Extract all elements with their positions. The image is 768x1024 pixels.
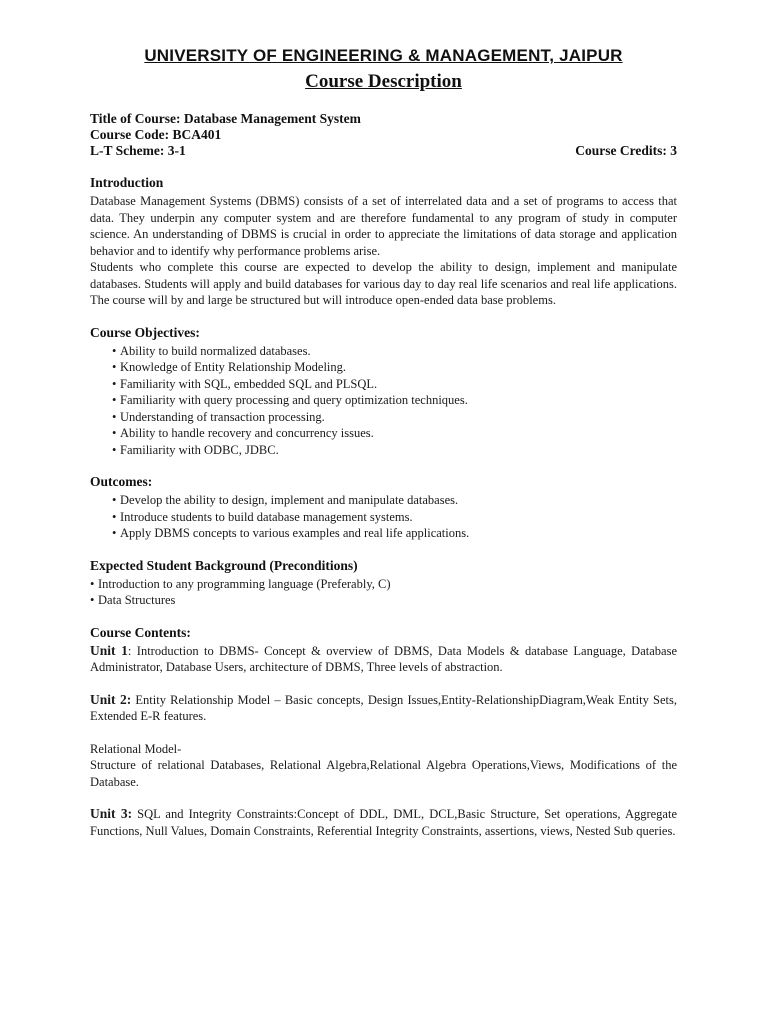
introduction-paragraph-1: Database Management Systems (DBMS) consists of a set of interrelated data and a set of programs to access that data. They underpin any computer system and are therefore fundamental to any program of study in computer science. An understanding of DBMS is crucial in order to appreciate the limitations of data storage and application behavior and to identify why performance problems arise. (90, 194, 677, 258)
bullet-icon: • (90, 593, 95, 607)
list-item: • Familiarity with ODBC, JDBC. (112, 442, 279, 457)
bullet-icon: • (112, 493, 117, 507)
university-name: UNIVERSITY OF ENGINEERING & MANAGEMENT, JAIPUR (144, 46, 623, 65)
unit-3-text: SQL and Integrity Constraints:Concept of DDL, DML, DCL,Basic Structure, Set operations, Aggregate Functions, Null Values, Domain Constraints, Referential Integrity Constraints, assertions, views, Nested Sub queries. (90, 807, 677, 838)
relational-model-text: Structure of relational Databases, Relational Algebra,Relational Algebra Operations,Views, Modifications of the Database. (90, 758, 677, 789)
objectives-heading: Course Objectives: (90, 324, 200, 340)
scheme-credits-row (90, 143, 677, 159)
course-code: Course Code: BCA401 (90, 127, 222, 142)
unit-3-label: Unit 3: (90, 806, 133, 821)
list-item: • Apply DBMS concepts to various examples and real life applications. (112, 526, 470, 540)
lt-scheme: L-T Scheme: 3-1 (90, 143, 186, 158)
list-item: • Knowledge of Entity Relationship Modeling. (112, 360, 347, 374)
contents-heading: Course Contents: (90, 624, 191, 640)
bullet-icon: • (112, 343, 117, 358)
bullet-icon: • (112, 426, 117, 440)
bullet-icon: • (112, 509, 117, 524)
list-item: • Develop the ability to design, implement and manipulate databases. (112, 493, 459, 507)
introduction-paragraph-2: Students who complete this course are expected to develop the ability to design, implement and manipulate databases. Students will apply and build databases for various day to day real life scenarios and real life applications. The course will by and large be structured but will introduce open-ended data base problems. (90, 260, 677, 307)
bullet-icon: • (112, 393, 117, 407)
bullet-icon: • (112, 376, 117, 391)
unit-2-text: Entity Relationship Model – Basic concepts, Design Issues,Entity-RelationshipDiagram,Weak Entity Sets, Extended E-R features. (90, 692, 677, 723)
unit-2-label: Unit 2: (90, 691, 132, 707)
document-page (90, 46, 677, 839)
list-item: • Ability to handle recovery and concurrency issues. (112, 426, 374, 440)
bullet-icon: • (112, 409, 117, 424)
list-item: • Introduce students to build database management systems. (112, 509, 413, 524)
course-credits: Course Credits: 3 (575, 143, 677, 158)
introduction-heading: Introduction (90, 175, 164, 190)
course-title: Title of Course: Database Management System (90, 111, 361, 126)
unit-2 (90, 692, 677, 725)
background-heading: Expected Student Background (Preconditions) (90, 557, 358, 573)
bullet-icon: • (90, 576, 95, 591)
page-title: Course Description (305, 71, 462, 92)
list-item: • Understanding of transaction processing. (112, 409, 325, 424)
relational-model-heading: Relational Model- (90, 741, 182, 756)
outcomes-heading: Outcomes: (90, 474, 153, 489)
list-item: • Familiarity with SQL, embedded SQL and PLSQL. (112, 376, 378, 391)
list-item: • Introduction to any programming language (Preferably, C) (90, 576, 391, 591)
bullet-icon: • (112, 442, 117, 457)
objectives-list (90, 343, 677, 459)
list-item: • Familiarity with query processing and query optimization techniques. (112, 393, 468, 407)
bullet-icon: • (112, 526, 117, 540)
unit-1-label: Unit 1 (90, 642, 128, 658)
list-item: • Ability to build normalized databases. (112, 343, 311, 358)
outcomes-list (90, 492, 677, 542)
unit-3 (90, 806, 677, 839)
course-meta (90, 111, 677, 159)
unit-1-text: : Introduction to DBMS- Concept & overview of DBMS, Data Models & database Language, Database Administrator, Database Users, architecture of DBMS, Three levels of abstraction. (90, 643, 677, 674)
bullet-icon: • (112, 360, 117, 374)
background-list (90, 576, 677, 609)
list-item: • Data Structures (90, 593, 176, 607)
unit-1 (90, 643, 677, 676)
